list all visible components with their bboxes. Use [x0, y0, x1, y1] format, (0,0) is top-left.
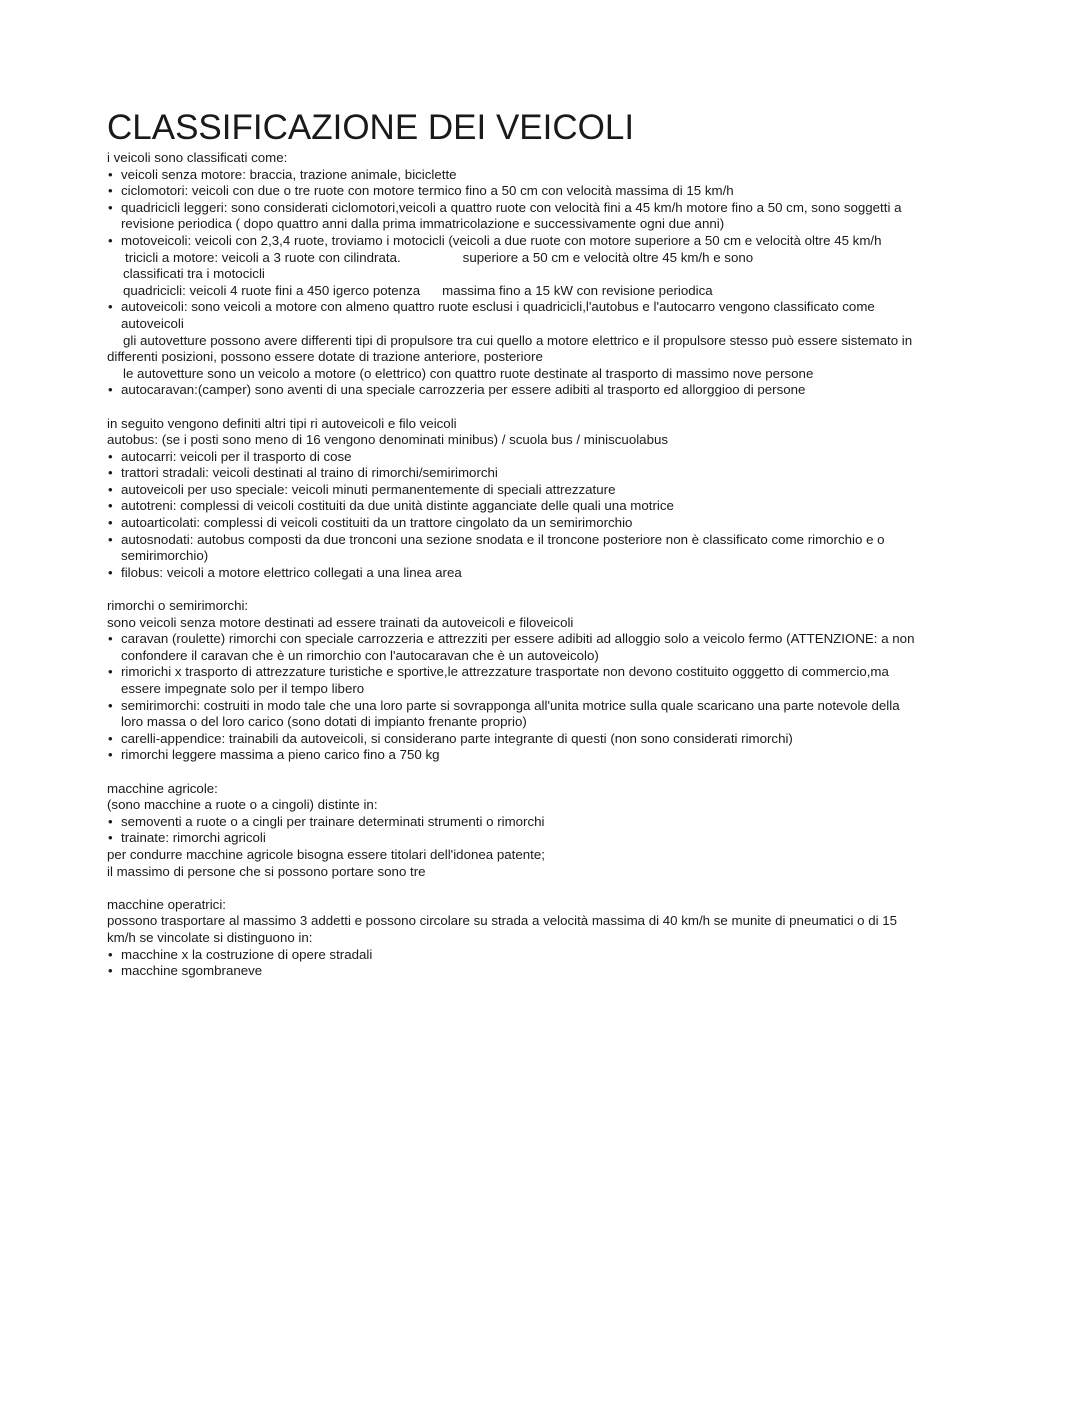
list-item: • macchine sgombraneve: [107, 963, 977, 980]
paragraph-line: per condurre macchine agricole bisogna essere titolari dell'idonea patente;: [107, 846, 545, 862]
list-item-continuation: autoveicoli: [121, 315, 184, 331]
text-fragment: quadricicli: veicoli 4 ruote fini a 450 igerco potenza: [123, 282, 421, 298]
list-item: • macchine x la costruzione di opere stradali: [107, 947, 977, 964]
list-item: • caravan (roulette) rimorchi con speciale carrozzeria e attrezziti per essere adibiti ad alloggio solo a veicolo fermo (ATTENZIONE: a non: [107, 631, 977, 648]
list-item: • autoveicoli per uso speciale: veicoli minuti permanentemente di speciali attrezzature: [107, 482, 977, 499]
section-heading: macchine agricole:: [107, 780, 218, 796]
list-item: • filobus: veicoli a motore elettrico collegati a una linea area: [107, 565, 977, 582]
list-item-continuation: essere impegnate solo per il tempo libero: [121, 681, 365, 696]
section-agricultural-machines: [107, 781, 977, 881]
list-item-continuation: confondere il caravan che è un rimorchio con l'autocaravan che è un autoveicolo): [121, 647, 599, 663]
paragraph-line: differenti posizioni, possono essere dotate di trazione anteriore, posteriore: [107, 349, 543, 365]
list-item: • quadricicli leggeri: sono considerati ciclomotori,veicoli a quattro ruote con velocità fini a 45 km/h motore fino a 50 cm, sono soggetti a: [107, 200, 977, 217]
page-title: CLASSIFICAZIONE DEI VEICOLI: [107, 108, 635, 147]
list-item: • veicoli senza motore: braccia, trazione animale, biciclette: [107, 167, 977, 184]
paragraph-line: km/h se vincolate si distinguono in:: [107, 929, 313, 945]
list-item-continuation: classificati tra i motocicli: [123, 266, 265, 282]
list-item-continuation: [107, 283, 977, 300]
section-intro: i veicoli sono classificati come:: [107, 150, 288, 165]
list-item: • motoveicoli: veicoli con 2,3,4 ruote, troviamo i motocicli (veicoli a due ruote con motore superiore a 50 cm e velocità oltre 45 km/h: [107, 233, 977, 250]
section-other-vehicles: [107, 416, 977, 582]
section-classification: [107, 150, 977, 399]
list-item: • autocaravan:(camper) sono aventi di una speciale carrozzeria per essere adibiti al trasporto ed allorggioo di persone: [107, 382, 977, 399]
section-heading: macchine operatrici:: [107, 896, 226, 912]
section-heading: rimorchi o semirimorchi:: [107, 598, 249, 614]
paragraph-line: autobus: (se i posti sono meno di 16 vengono denominati minibus) / scuola bus / miniscuolabus: [107, 432, 669, 448]
list-item: • autoveicoli: sono veicoli a motore con almeno quattro ruote esclusi i quadricicli,l'autobus e l'autocarro vengono classificato come: [107, 299, 977, 316]
list-item: • rimorchi leggere massima a pieno carico fino a 750 kg: [107, 747, 977, 764]
list-item-continuation: semirimorchio): [121, 548, 209, 564]
text-fragment: tricicli a motore: veicoli a 3 ruote con cilindrata.: [125, 249, 401, 265]
section-operating-machines: [107, 897, 977, 980]
list-item: • ciclomotori: veicoli con due o tre ruote con motore termico fino a 50 cm con velocità massima di 15 km/h: [107, 183, 977, 200]
list-item: • rimorichi x trasporto di attrezzature turistiche e sportive,le attrezzature trasportate non devono costituito ogggetto di commercio,ma: [107, 664, 977, 681]
section-intro: in seguito vengono definiti altri tipi ri autoveicoli e filo veicoli: [107, 415, 457, 431]
document-page: [107, 108, 977, 980]
list-item-continuation: [107, 250, 977, 267]
paragraph-line: il massimo di persone che si possono portare sono tre: [107, 863, 426, 879]
list-item-continuation: loro massa o del loro carico (sono dotati di impianto frenante proprio): [121, 714, 527, 730]
list-item: • trattori stradali: veicoli destinati al traino di rimorchi/semirimorchi: [107, 465, 977, 482]
list-item: • carelli-appendice: trainabili da autoveicoli, si considerano parte integrante di questi (non sono considerati rimorchi): [107, 731, 977, 748]
list-item: • semoventi a ruote o a cingli per trainare determinati strumenti o rimorchi: [107, 814, 977, 831]
list-item: • autocarri: veicoli per il trasporto di cose: [107, 449, 977, 466]
paragraph-line: gli autovetture possono avere differenti tipi di propulsore tra cui quello a motore elettrico e il propulsore stesso può essere sistemato in: [123, 332, 913, 348]
list-item: • autotreni: complessi di veicoli costituiti da due unità distinte agganciate delle quali una motrice: [107, 498, 977, 515]
paragraph-line: le autovetture sono un veicolo a motore (o elettrico) con quattro ruote destinate al trasporto di massimo nove persone: [123, 365, 814, 381]
list-item-continuation: revisione periodica ( dopo quattro anni dalla prima immatricolazione e successivamente ogni due anni): [121, 216, 725, 232]
section-trailers: [107, 598, 977, 764]
section-intro: (sono macchine a ruote o a cingoli) distinte in:: [107, 797, 378, 813]
paragraph-line: possono trasportare al massimo 3 addetti e possono circolare su strada a velocità massima di 40 km/h se munite di pneumatici o di 15: [107, 913, 898, 929]
section-intro: sono veicoli senza motore destinati ad essere trainati da autoveicoli e filoveicoli: [107, 614, 574, 630]
list-item: • autosnodati: autobus composti da due tronconi una sezione snodata e il troncone posteriore non è classificato come rimorchio e o: [107, 532, 977, 549]
text-fragment: superiore a 50 cm e velocità oltre 45 km/h e sono: [462, 249, 754, 265]
list-item: • semirimorchi: costruiti in modo tale che una loro parte si sovrapponga all'unita motrice sulla quale scaricano una parte notevole della: [107, 698, 977, 715]
list-item: • trainate: rimorchi agricoli: [107, 830, 977, 847]
list-item: • autoarticolati: complessi di veicoli costituiti da un trattore cingolato da un semirimorchio: [107, 515, 977, 532]
text-fragment: massima fino a 15 kW con revisione periodica: [442, 282, 713, 298]
